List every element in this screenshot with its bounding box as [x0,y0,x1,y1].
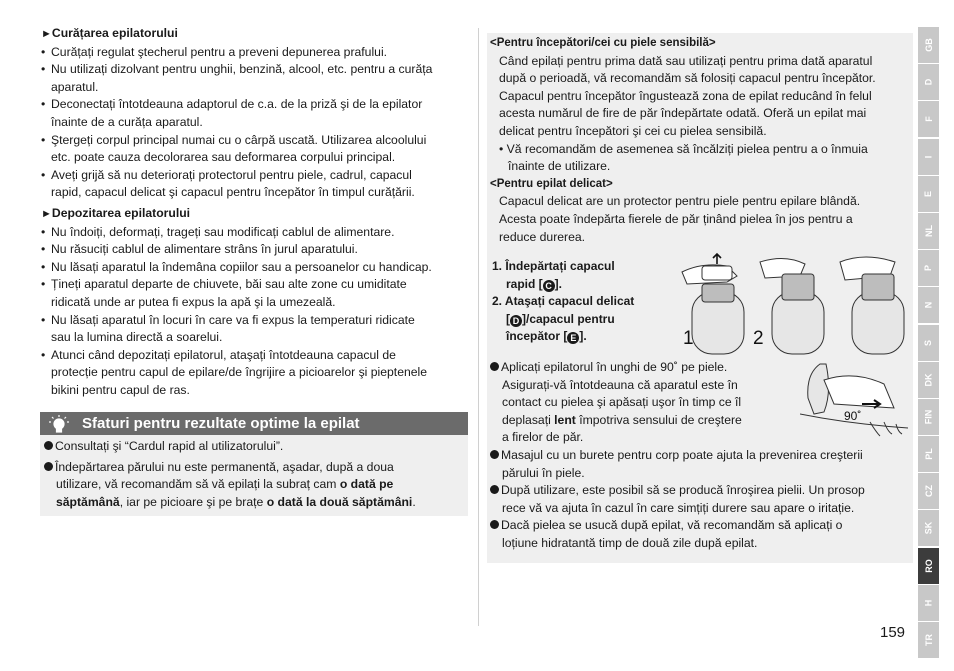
language-tab-n: N [918,287,939,323]
language-tab-gb: GB [918,27,939,63]
usage-tips [490,359,910,553]
text-line: reduce durerea. [499,229,586,244]
cleaning-section [41,25,471,202]
language-tab-d: D [918,64,939,100]
language-tab-nl: NL [918,213,939,249]
page-number: 159 [880,624,906,641]
storage-item: • Nu lăsați aparatul în locuri în care va fi expus la temperaturi ridicate sau la lumina directă a soarelui. [41,312,415,345]
storage-item: • Țineți aparatul departe de chiuvete, băi sau alte zone cu umiditate ridicată unde ar putea fi expus la apă şi la umezeală. [41,277,407,309]
cleaning-item: • Deconectați întotdeauna adaptorul de c.a. de la priză şi de la epilator înainte de a curăța aparatul. [41,97,423,129]
column-divider [478,28,479,626]
cleaning-item: • Curățați regulat ştecherul pentru a preveni depunerea prafului. [41,44,388,59]
language-tab-fin: FIN [918,399,939,435]
text-line: după o perioadă, vă recomandăm să folosiți capacul pentru începător. [499,71,876,86]
storage-title: ►Depozitarea epilatorului [41,206,191,220]
language-tab-i: I [918,139,939,175]
beginner-title: <Pentru începători/cei cu piele sensibilă> [490,37,716,49]
language-tab-dk: DK [918,362,939,398]
gentle-title: <Pentru epilat delicat> [490,177,613,190]
steps: 1. Îndepărtați capacul rapid [ C ]. 2. Ataşați capacul delicat [ D ]/capacul pentru începător [ E ]. [492,259,635,343]
tip-item: Masajul cu un burete pentru corp poate ajuta la prevenirea creşterii părului în piele. [490,447,910,482]
tip-item: Dacă pielea se usucă după epilat, vă recomandăm să aplicați o loțiune hidratantă timp de două zile după epilat. [490,517,910,552]
storage-item: • Atunci când depozitați epilatorul, ataşați întotdeauna capacul de protecție pentru capul de epilare/de îngrijire a picioarelor şi pieptenele bikini pentru capul de ras. [41,347,428,397]
text-line: Acesta poate îndepărta fierele de păr ținând pielea în jos pentru a [499,211,853,226]
figure-number-2: 2 [753,328,764,349]
language-tab-pl: PL [918,436,939,472]
text-line: Capacul pentru începător îngustează zona de epilat reducând în felul [499,88,872,103]
cleaning-title: ►Curățarea epilatorului [41,26,178,40]
cleaning-item: • Nu utilizați dizolvant pentru unghii, benzină, alcool, etc. pentru a curăța aparatul. [41,62,433,94]
text-line: Capacul delicat are un protector pentru piele pentru epilare blândă. [499,194,861,209]
language-tab-s: S [918,325,939,361]
figure-number-1: 1 [683,328,694,349]
storage-item: • Nu răsuciți cablul de alimentare strâns în jurul aparatului. [41,242,358,257]
tips-content [44,438,474,511]
language-tab-ro: RO [918,548,939,584]
tip-item: Aplicați epilatorul în unghi de 90˚ pe piele. Asigurați-vă întotdeauna că aparatul este în contact cu pielea şi apăsați uşor în timp ce îl deplasați lent împotriva sensului de creştere a firelor de păr. [490,359,910,447]
cap-illustration [680,252,910,357]
storage-section [41,205,471,400]
beginner-bullet: • Vă recomandăm de asemenea să încălziți pielea pentru a o înmuia înainte de utilizare. [499,141,868,174]
tip-item: Consultați şi “Cardul rapid al utilizatorului”. [44,438,474,456]
language-tab-p: P [918,250,939,286]
storage-item: • Nu îndoiți, deformați, trageți sau modificați cablul de alimentare. [41,224,395,239]
storage-item: • Nu lăsați aparatul la îndemâna copiilor sau a persoanelor cu handicap. [41,259,432,274]
cleaning-item: • Ştergeți corpul principal numai cu o cârpă uscată. Utilizarea alcoolului etc. poate cauza decolorarea sau deformarea corpului principal. [41,132,427,165]
tip-item: Îndepărtarea părului nu este permanentă, aşadar, după a doua utilizare, vă recomandăm să vă epilați la subraț cam o dată pe săptămână, iar pe picioare şi pe brațe o dată la două săptămâni. [44,459,474,512]
angle-label: 90˚ [844,409,862,423]
text-line: Când epilați pentru prima dată sau utilizați pentru prima dată aparatul [499,53,873,68]
text-line: delicat pentru începători şi cei cu pielea sensibilă. [499,123,767,138]
tip-item: După utilizare, este posibil să se producă înroşirea pielii. Un prosop rece vă va ajuta în cazul în care simțiți durere sau apare o iritație. [490,482,910,517]
language-tabs [918,27,939,659]
language-tab-cz: CZ [918,473,939,509]
tips-header: Sfaturi pentru rezultate optime la epilat [40,412,468,435]
language-tab-h: H [918,585,939,621]
language-tab-sk: SK [918,510,939,546]
beginner-section [490,35,912,246]
language-tab-f: F [918,101,939,137]
cleaning-item: • Aveți grijă să nu deteriorați protectorul pentru piele, cadrul, capacul rapid, capacul delicat şi capacul pentru începător în timpul curățării. [41,167,415,200]
language-tab-e: E [918,176,939,212]
language-tab-tr: TR [918,622,939,658]
text-line: acesta numărul de fire de păr îndepărtate odată. Oferă un epilat mai [499,106,867,121]
